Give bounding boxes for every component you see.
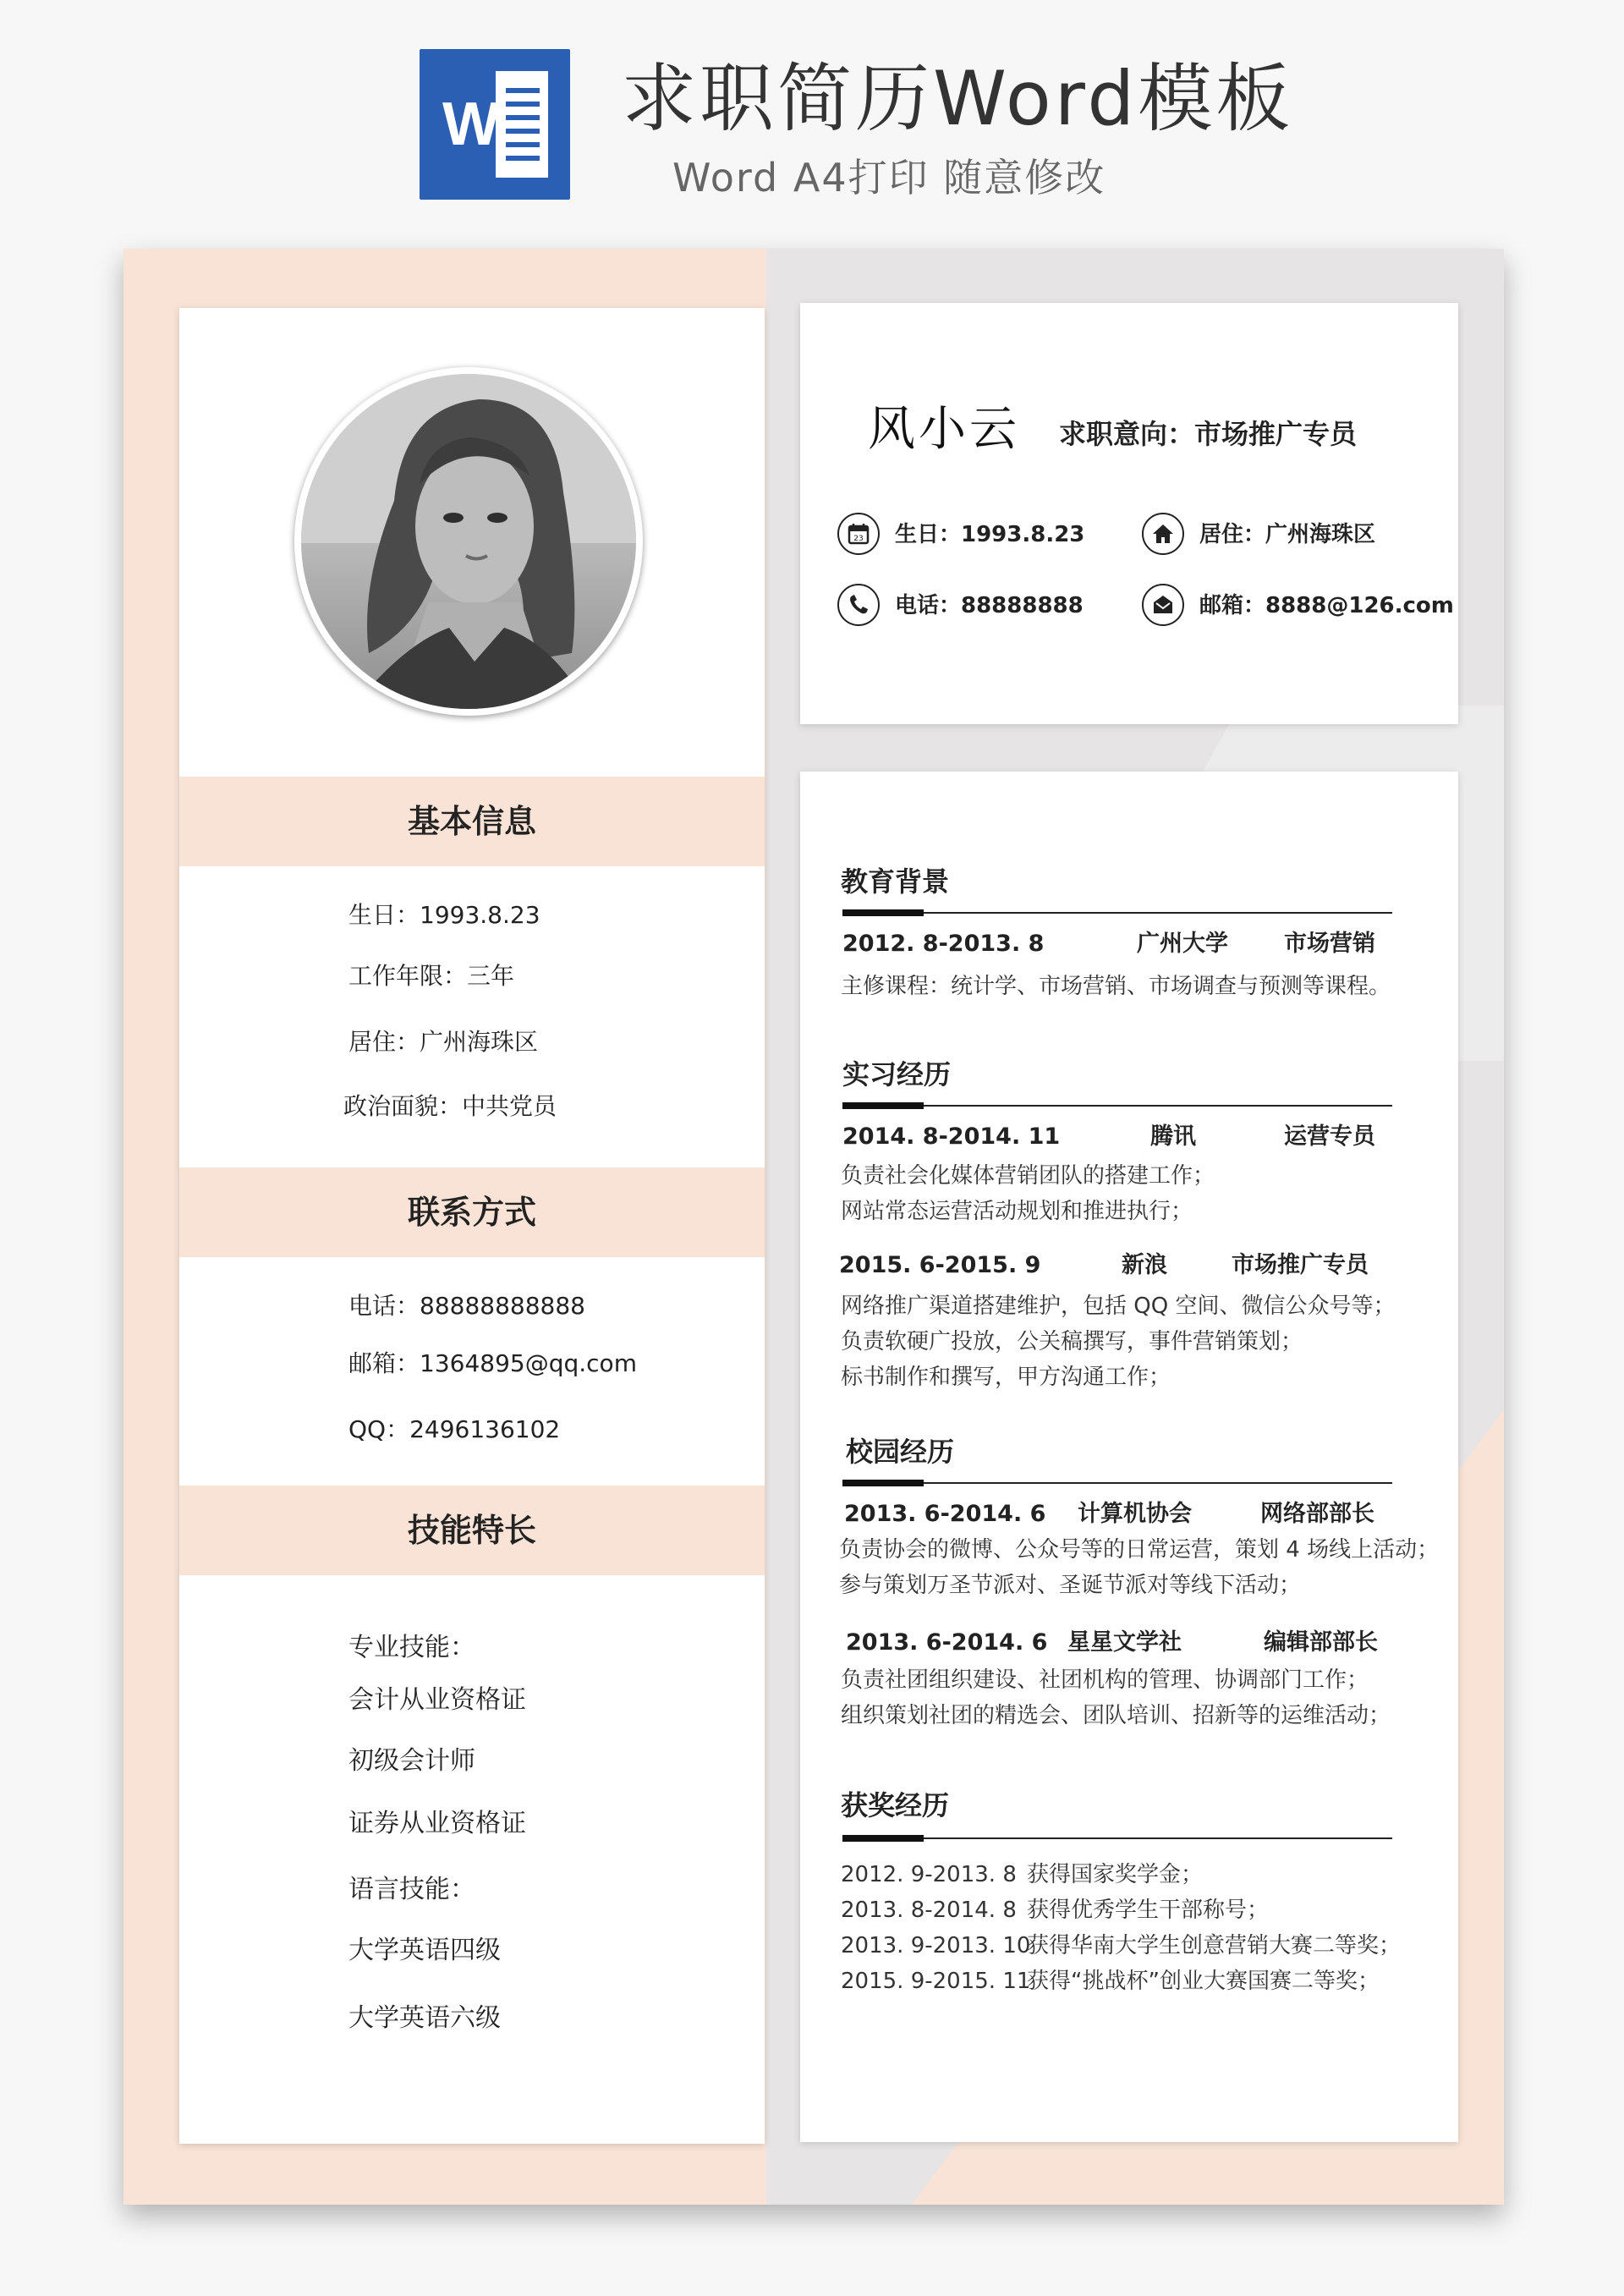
job-desc-line: 负责软硬广投放，公关稿撰写，事件营销策划； (841, 1329, 1303, 1354)
award-desc: 获得华南大学生创意营销大赛二等奖； (1027, 1933, 1402, 1958)
job-role: 运营专员 (1284, 1123, 1375, 1150)
basic-info-residence: 居住：广州海珠区 (348, 1028, 539, 1056)
page-subtitle: Word A4打印 随意修改 (672, 155, 1106, 200)
page-title: 求职简历Word模板 (622, 55, 1294, 142)
campus-desc-line: 参与策划万圣节派对、圣诞节派对等线下活动； (839, 1573, 1302, 1598)
calendar-icon (837, 513, 880, 555)
award-period: 2015. 9-2015. 11 (841, 1969, 1031, 1994)
section-divider (842, 1482, 1392, 1484)
campus-role: 编辑部部长 (1264, 1629, 1378, 1656)
job-org: 腾讯 (1150, 1123, 1196, 1150)
skill-item: 语言技能： (348, 1875, 475, 1904)
word-logo-icon (420, 49, 570, 200)
skill-item: 会计从业资格证 (348, 1685, 526, 1715)
job-desc-line: 标书制作和撰写，甲方沟通工作； (841, 1365, 1171, 1390)
svg-text:23: 23 (853, 535, 864, 543)
award-desc: 获得优秀学生干部称号； (1027, 1898, 1270, 1923)
skills-header: 技能特长 (179, 1486, 765, 1575)
basic-info-header: 基本信息 (179, 777, 765, 866)
contact-email: 邮箱：1364895@qq.com (348, 1349, 637, 1377)
section-divider (842, 1105, 1392, 1107)
campus-desc-line: 组织策划社团的精选会、团队培训、招新等的运维活动； (841, 1703, 1391, 1728)
job-org: 新浪 (1122, 1252, 1167, 1278)
award-period: 2012. 9-2013. 8 (841, 1862, 1017, 1887)
left-sidebar-card (179, 308, 765, 2144)
job-desc-line: 网站常态运营活动规划和推进执行； (841, 1199, 1193, 1224)
campus-desc-line: 负责协会的微博、公众号等的日常运营，策划 4 场线上活动； (839, 1537, 1440, 1563)
avatar (294, 367, 643, 716)
mail-icon (1142, 584, 1184, 626)
campus-period: 2013. 6-2014. 6 (846, 1629, 1048, 1656)
phone-icon (837, 584, 880, 626)
section-divider (842, 1837, 1392, 1839)
profile-card: 风小云 求职意向：市场推广专员 23 生日：1993.8.23 居住：广州海珠区 电话：88888888 邮箱：8888@126.com (800, 303, 1458, 724)
award-period: 2013. 8-2014. 8 (841, 1898, 1017, 1923)
award-desc: 获得“挑战杯”创业大赛国赛二等奖； (1027, 1969, 1380, 1994)
skill-item: 专业技能： (348, 1633, 475, 1662)
education-title: 教育背景 (841, 865, 950, 898)
education-desc: 主修课程：统计学、市场营销、市场调查与预测等课程。 (841, 974, 1391, 999)
profile-photo (301, 374, 636, 709)
job-intent: 求职意向：市场推广专员 (1059, 418, 1358, 450)
job-period: 2015. 6-2015. 9 (839, 1252, 1041, 1278)
home-icon (1142, 513, 1184, 555)
basic-info-birthday: 生日：1993.8.23 (348, 901, 540, 929)
campus-org: 计算机协会 (1078, 1501, 1192, 1527)
education-period: 2012. 8-2013. 8 (842, 931, 1045, 957)
education-major: 市场营销 (1284, 931, 1375, 957)
campus-desc-line: 负责社团组织建设、社团机构的管理、协调部门工作； (841, 1667, 1369, 1693)
job-desc-line: 网络推广渠道搭建维护，包括 QQ 空间、微信公众号等； (841, 1294, 1396, 1319)
skill-item: 大学英语六级 (348, 2003, 501, 2033)
education-school: 广州大学 (1137, 931, 1228, 957)
skill-item: 大学英语四级 (348, 1936, 501, 1965)
award-period: 2013. 9-2013. 10 (841, 1933, 1031, 1958)
portrait-icon (301, 374, 636, 709)
experience-card (800, 772, 1458, 2142)
job-role: 市场推广专员 (1232, 1252, 1369, 1278)
basic-info-politics: 政治面貌：中共党员 (343, 1092, 557, 1120)
award-desc: 获得国家奖学金； (1027, 1862, 1204, 1887)
campus-org: 星星文学社 (1067, 1629, 1182, 1656)
candidate-name: 风小云 (868, 402, 1020, 457)
word-logo-letter: W (442, 91, 500, 158)
contact-qq: QQ：2496136102 (348, 1415, 561, 1443)
campus-title: 校园经历 (846, 1436, 955, 1468)
internship-title: 实习经历 (842, 1058, 952, 1090)
campus-period: 2013. 6-2014. 6 (844, 1501, 1046, 1527)
basic-info-work-years: 工作年限：三年 (348, 962, 515, 990)
skill-item: 初级会计师 (348, 1746, 475, 1776)
contact-phone: 电话：88888888888 (348, 1292, 585, 1320)
job-period: 2014. 8-2014. 11 (842, 1123, 1061, 1150)
campus-role: 网络部部长 (1260, 1501, 1374, 1527)
contact-header: 联系方式 (179, 1167, 765, 1257)
section-divider (842, 912, 1392, 914)
job-desc-line: 负责社会化媒体营销团队的搭建工作； (841, 1163, 1215, 1189)
skill-item: 证券从业资格证 (348, 1809, 526, 1838)
awards-title: 获奖经历 (841, 1789, 950, 1821)
